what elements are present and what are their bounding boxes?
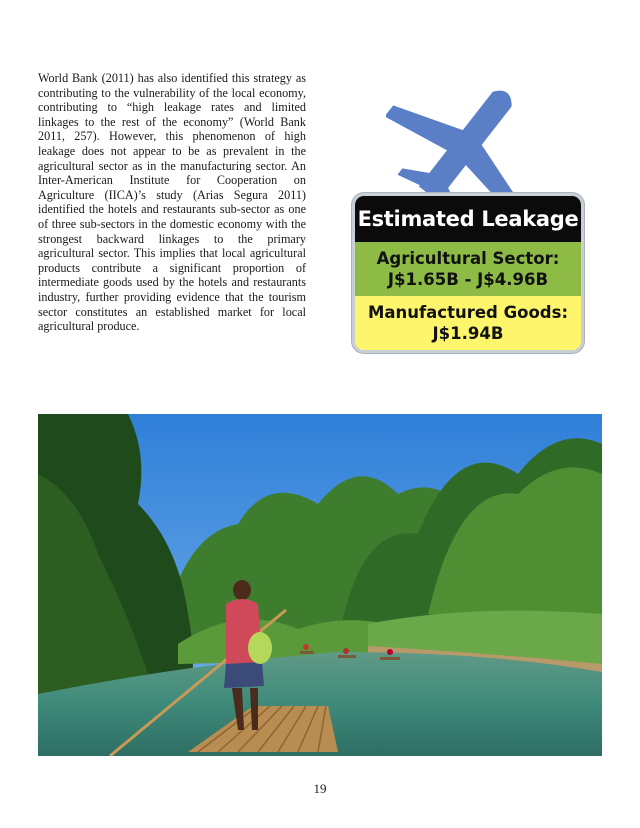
manufactured-goods-block bbox=[355, 296, 581, 350]
page-number: 19 bbox=[313, 781, 327, 796]
body-paragraph: World Bank (2011) has also identified this strategy as contributing to the vulnerability of the local economy, contributing to “high leakage rates and limited linkages to the rest of the economy” (World Bank 2011, 257). However, this phenomenon of high leakage does not appear to be as prevalent in the agricultural sector as in the manufacturing sector. An Inter-American Institute for Cooperation on Agriculture (IICA)’s study (Arias Segura 2011) identified the hotels and restaurants sub-sector as one of three sub-sectors in the domestic economy with the strongest backward linkages to the primary agricultural sector. This implies that local agricultural products contribute a significant proportion of intermediate goods used by the hotels and restaurants industry, further providing evidence that the tourism sector constitutes an established market for local agricultural produce. bbox=[38, 71, 306, 334]
manufactured-goods-label: Manufactured Goods: bbox=[367, 303, 569, 322]
leakage-title: Estimated Leakage bbox=[355, 196, 581, 242]
leakage-card bbox=[352, 193, 584, 353]
agricultural-sector-block bbox=[355, 242, 581, 296]
manufactured-goods-value: J$1.94B bbox=[432, 324, 504, 343]
agricultural-sector-label: Agricultural Sector: bbox=[376, 249, 560, 268]
estimated-leakage-graphic bbox=[352, 78, 582, 350]
river-rafting-photo bbox=[38, 414, 602, 756]
agricultural-sector-value: J$1.65B - J$4.96B bbox=[387, 270, 549, 289]
